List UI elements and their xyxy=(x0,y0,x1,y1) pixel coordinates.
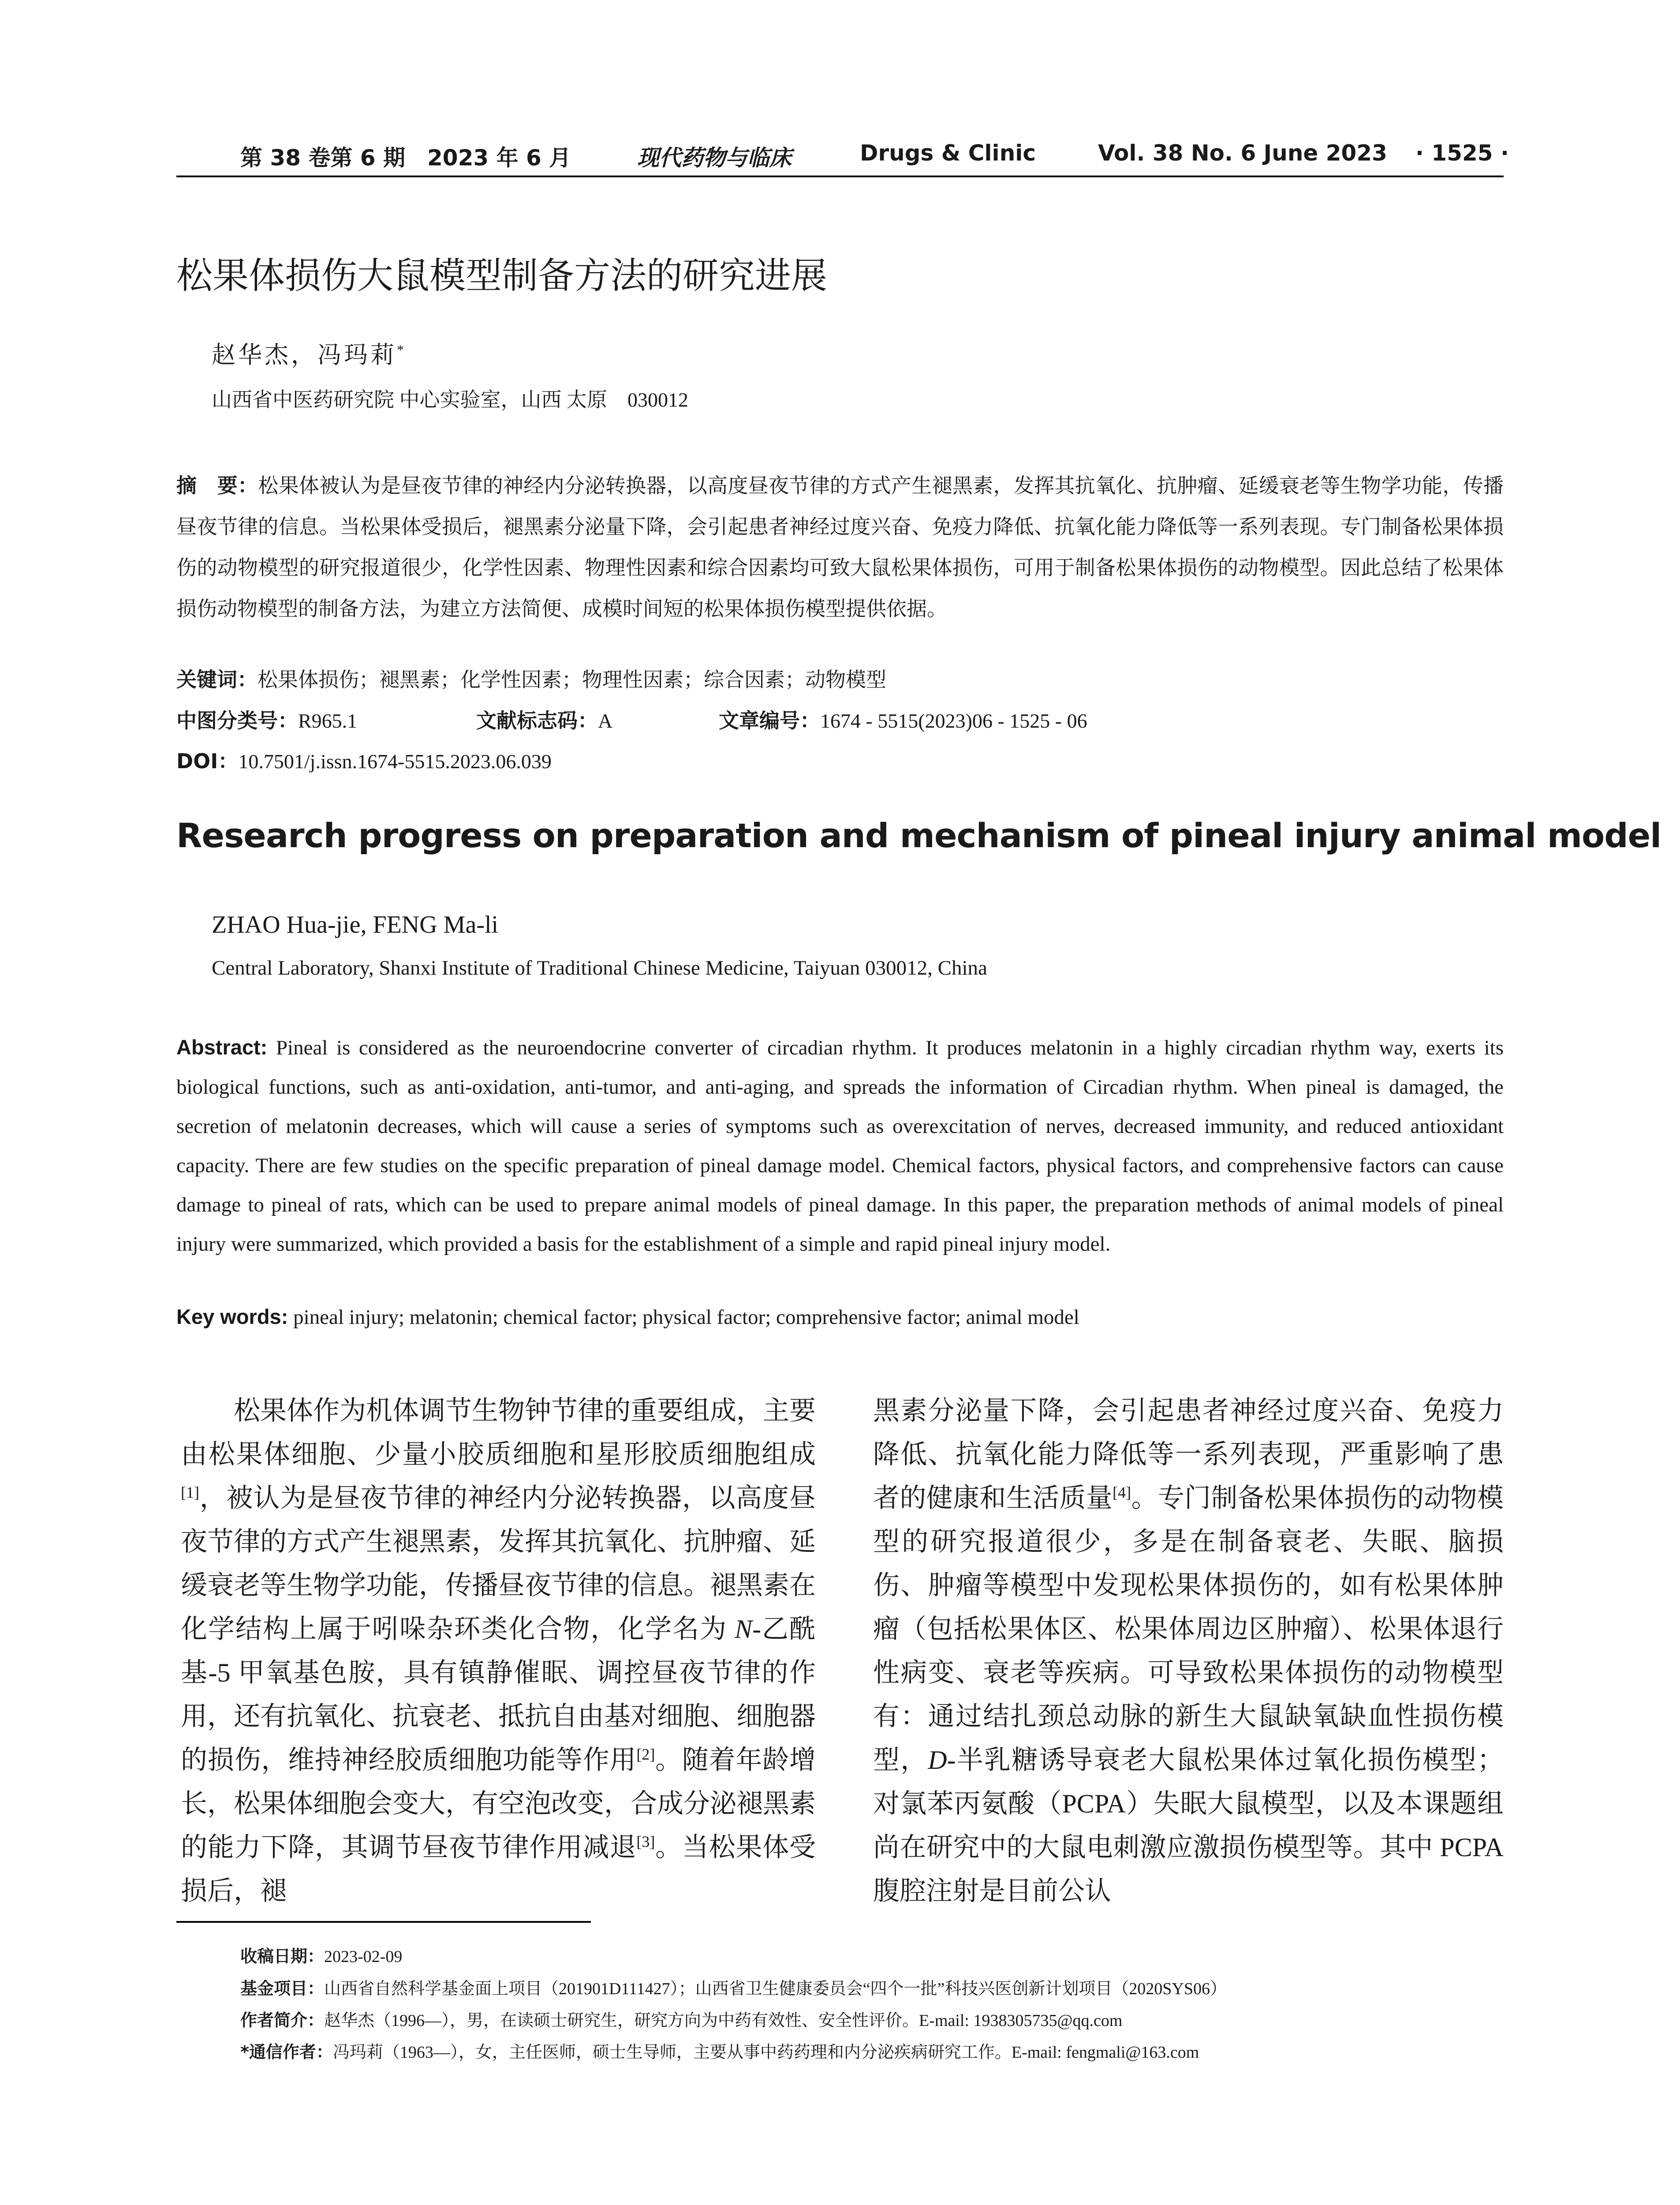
article-number-label: 文章编号： xyxy=(719,709,820,733)
citation-ref[interactable]: [4] xyxy=(1113,1484,1131,1501)
footnote-fund xyxy=(240,1975,1227,1999)
citation-ref[interactable]: [2] xyxy=(636,1745,655,1763)
abstract-cn xyxy=(176,465,1504,629)
doc-code-line xyxy=(476,705,612,734)
footnote-received xyxy=(240,1943,402,1967)
keywords-en xyxy=(176,1304,1079,1329)
header-journal-en: Drugs & Clinic xyxy=(860,140,1036,166)
footnote-rule xyxy=(176,1921,591,1923)
article-title-cn: 松果体损伤大鼠模型制备方法的研究进展 xyxy=(176,255,828,297)
body-text: 。随着年龄增长，松果体细胞会变大，有空泡改变，合成分泌褪黑素的能力下降，其调节昼夜节律作用减退 xyxy=(181,1745,816,1862)
header-page-number: · 1525 · xyxy=(1415,140,1509,166)
footnote-text: 2023-02-09 xyxy=(324,1947,403,1966)
classification-line xyxy=(176,705,357,734)
keywords-cn-label: 关键词： xyxy=(176,668,258,691)
doc-code-label: 文献标志码： xyxy=(476,709,598,733)
header-issue-cn: 第 38 卷第 6 期 2023 年 6 月 xyxy=(240,145,571,171)
doc-code-value: A xyxy=(598,710,613,732)
footnote-label: 收稿日期： xyxy=(240,1947,325,1966)
footnote-text: 赵华杰（1996—），男，在读硕士研究生，研究方向为中药有效性、安全性评价。E-mail: 1938305735@qq.com xyxy=(324,2011,1123,2030)
affiliation-en: Central Laboratory, Shanxi Institute of Traditional Chinese Medicine, Taiyuan 030012, China xyxy=(212,957,987,979)
citation-ref[interactable]: [3] xyxy=(636,1833,655,1850)
article-number-line xyxy=(719,705,1087,734)
clc-value: R965.1 xyxy=(298,710,358,732)
header-rule xyxy=(176,176,1504,177)
corresponding-mark: * xyxy=(397,342,407,358)
article-title-en: Research progress on preparation and mechanism of pineal injury animal model xyxy=(176,816,1661,855)
body-text: 。当松果体受损后，褪 xyxy=(181,1833,816,1906)
clc-label: 中图分类号： xyxy=(176,709,298,733)
footnote-label: *通信作者： xyxy=(240,2042,333,2062)
affiliation-cn: 山西省中医药研究院 中心实验室，山西 太原 030012 xyxy=(212,389,688,411)
body-column-right xyxy=(873,1389,1504,1913)
article-number-value: 1674 - 5515(2023)06 - 1525 - 06 xyxy=(820,710,1087,732)
body-column-left xyxy=(181,1389,816,1913)
citation-ref[interactable]: [1] xyxy=(181,1484,199,1501)
abstract-en-text: Pineal is considered as the neuroendocrine converter of circadian rhythm. It produces melatonin in a highly circadian rhythm way, exerts its biological functions, such as anti-oxidation, anti-tumor, and anti-aging, and spreads the information of Circadian rhythm. When pineal is damaged, the secretion of melatonin decreases, which will cause a series of symptoms such as overexcitation of nerves, decreased immunity, and reduced antioxidant capacity. There are few studies on the specific preparation of pineal damage model. Chemical factors, physical factors, and comprehensive factors can cause damage to pineal of rats, which can be used to prepare animal models of pineal damage. In this paper, the preparation methods of animal models of pineal injury were summarized, which provided a basis for the establishment of a simple and rapid pineal injury model. xyxy=(176,1036,1504,1256)
authors-cn-names: 赵华杰，冯玛莉 xyxy=(212,342,397,368)
body-text-italic: N xyxy=(735,1615,753,1644)
doi-line xyxy=(176,745,552,774)
keywords-cn-text: 松果体损伤；褪黑素；化学性因素；物理性因素；综合因素；动物模型 xyxy=(258,669,886,691)
footnote-author-bio xyxy=(240,2007,1122,2031)
header-issue-en: Vol. 38 No. 6 June 2023 xyxy=(1098,140,1387,166)
keywords-en-label: Key words: xyxy=(176,1305,288,1328)
authors-cn xyxy=(212,336,407,370)
body-text-italic: D xyxy=(928,1745,947,1775)
keywords-en-text: pineal injury; melatonin; chemical factor; physical factor; comprehensive factor; animal model xyxy=(293,1306,1079,1329)
body-text: ，被认为是昼夜节律的神经内分泌转换器，以高度昼夜节律的方式产生褪黑素，发挥其抗氧化、抗肿瘤、延缓衰老等生物学功能，传播昼夜节律的信息。褪黑素在化学结构上属于吲哚杂环类化合物，化学名为 xyxy=(181,1484,816,1644)
doi-link[interactable]: 10.7501/j.issn.1674-5515.2023.06.039 xyxy=(238,750,552,773)
body-text: -乙酰基-5 甲氧基色胺，具有镇静催眠、调控昼夜节律的作用，还有抗氧化、抗衰老、抵抗自由基对细胞、细胞器的损伤，维持神经胶质细胞功能等作用 xyxy=(181,1615,816,1775)
keywords-cn xyxy=(176,664,886,693)
footnote-label: 基金项目： xyxy=(240,1979,325,1998)
body-text: 黑素分泌量下降，会引起患者神经过度兴奋、免疫力降低、抗氧化能力降低等一系列表现，严重影响了患者的健康和生活质量 xyxy=(873,1396,1504,1513)
body-text: -半乳糖诱导衰老大鼠松果体过氧化损伤模型；对氯苯丙氨酸（PCPA）失眠大鼠模型，以及本课题组尚在研究中的大鼠电刺激应激损伤模型等。其中 PCPA 腹腔注射是目前公认 xyxy=(873,1745,1504,1906)
abstract-cn-label: 摘 要： xyxy=(176,474,258,497)
footnote-text: 冯玛莉（1963—），女，主任医师，硕士生导师，主要从事中药药理和内分泌疾病研究工作。E-mail: fengmali@163.com xyxy=(332,2043,1199,2062)
abstract-cn-text: 松果体被认为是昼夜节律的神经内分泌转换器，以高度昼夜节律的方式产生褪黑素，发挥其抗氧化、抗肿瘤、延缓衰老等生物学功能，传播昼夜节律的信息。当松果体受损后，褪黑素分泌量下降，会引起患者神经过度兴奋、免疫力降低、抗氧化能力降低等一系列表现。专门制备松果体损伤的动物模型的研究报道很少，化学性因素、物理性因素和综合因素均可致大鼠松果体损伤，可用于制备松果体损伤的动物模型。因此总结了松果体损伤动物模型的制备方法，为建立方法简便、成模时间短的松果体损伤模型提供依据。 xyxy=(176,475,1504,620)
body-text: 松果体作为机体调节生物钟节律的重要组成，主要由松果体细胞、少量小胶质细胞和星形胶质细胞组成 xyxy=(181,1396,816,1469)
footnote-text: 山西省自然科学基金面上项目（201901D111427）；山西省卫生健康委员会“四个一批”科技兴医创新计划项目（2020SYS06） xyxy=(324,1980,1227,1998)
footnote-corresponding xyxy=(240,2038,1199,2063)
footnote-label: 作者简介： xyxy=(240,2011,325,2030)
body-text: 。专门制备松果体损伤的动物模型的研究报道很少，多是在制备衰老、失眠、脑损伤、肿瘤等模型中发现松果体损伤的，如有松果体肿瘤（包括松果体区、松果体周边区肿瘤）、松果体退行性病变、衰老等疾病。可导致松果体损伤的动物模型有：通过结扎颈总动脉的新生大鼠缺氧缺血性损伤模型， xyxy=(873,1484,1504,1775)
abstract-en xyxy=(176,1028,1504,1264)
doi-label: DOI： xyxy=(176,749,239,773)
authors-en: ZHAO Hua-jie, FENG Ma-li xyxy=(212,911,499,938)
abstract-en-label: Abstract: xyxy=(176,1035,268,1059)
header-journal-cn: 现代药物与临床 xyxy=(637,146,791,170)
